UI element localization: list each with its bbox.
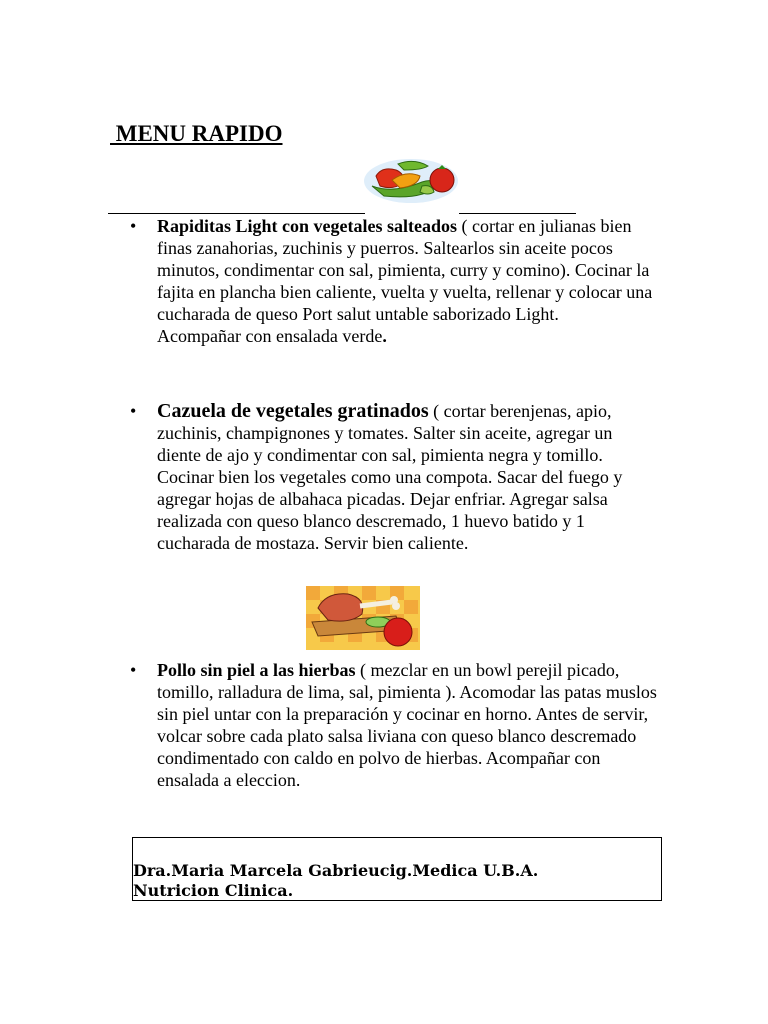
recipe-extra: Acompañar con ensalada verde	[157, 326, 383, 346]
signature-line-1: Dra.Maria Marcela Gabrieucig.Medica U.B.A.	[133, 861, 539, 880]
signature-line-2: Nutricion Clinica.	[133, 881, 294, 900]
recipe-3	[157, 659, 657, 791]
recipe-title: Cazuela de vegetales gratinados	[157, 400, 429, 422]
recipe-2	[157, 400, 657, 554]
divider-left	[108, 213, 365, 214]
page-title: MENU RAPIDO	[110, 121, 283, 146]
vegetables-clipart-icon	[362, 156, 460, 204]
recipe-text: ( mezclar en un bowl perejil picado, tomillo, ralladura de lima, sal, pimienta ). Acomodar las patas muslos sin piel untar con la preparación y cocinar en horno. Antes de servir, volcar sobre cada plato salsa liviana con queso blanco descremado condimentado con caldo en polvo de hierbas. Acompañar con ensalada a eleccion.	[157, 660, 657, 790]
recipe-extra-end: .	[382, 326, 387, 346]
bullet	[130, 215, 140, 225]
bullet	[130, 400, 140, 410]
recipe-1	[157, 215, 657, 347]
recipe-title: Pollo sin piel a las hierbas	[157, 660, 356, 680]
recipe-text: ( cortar en julianas bien finas zanahorias, zuchinis y puerros. Saltearlos sin aceite pocos minutos, condimentar con sal, pimienta, curry y comino). Cocinar la fajita en plancha bien caliente, vuelta y vuelta, rellenar y colocar una cucharada de queso Port salut untable saborizado Light.	[157, 216, 653, 324]
recipe-title: Rapiditas Light con vegetales salteados	[157, 216, 458, 236]
chicken-clipart-icon	[306, 586, 420, 650]
bullet	[130, 659, 140, 669]
recipe-text: ( cortar berenjenas, apio, zuchinis, champignones y tomates. Salter sin aceite, agregar un diente de ajo y condimentar con sal, pimienta negra y tomillo. Cocinar bien los vegetales como una compota. Sacar del fuego y agregar hojas de albahaca picadas. Dejar enfriar. Agregar salsa realizada con queso blanco descremado, 1 huevo batido y 1 cucharada de mostaza. Servir bien caliente.	[157, 401, 623, 553]
divider-right	[459, 213, 576, 214]
